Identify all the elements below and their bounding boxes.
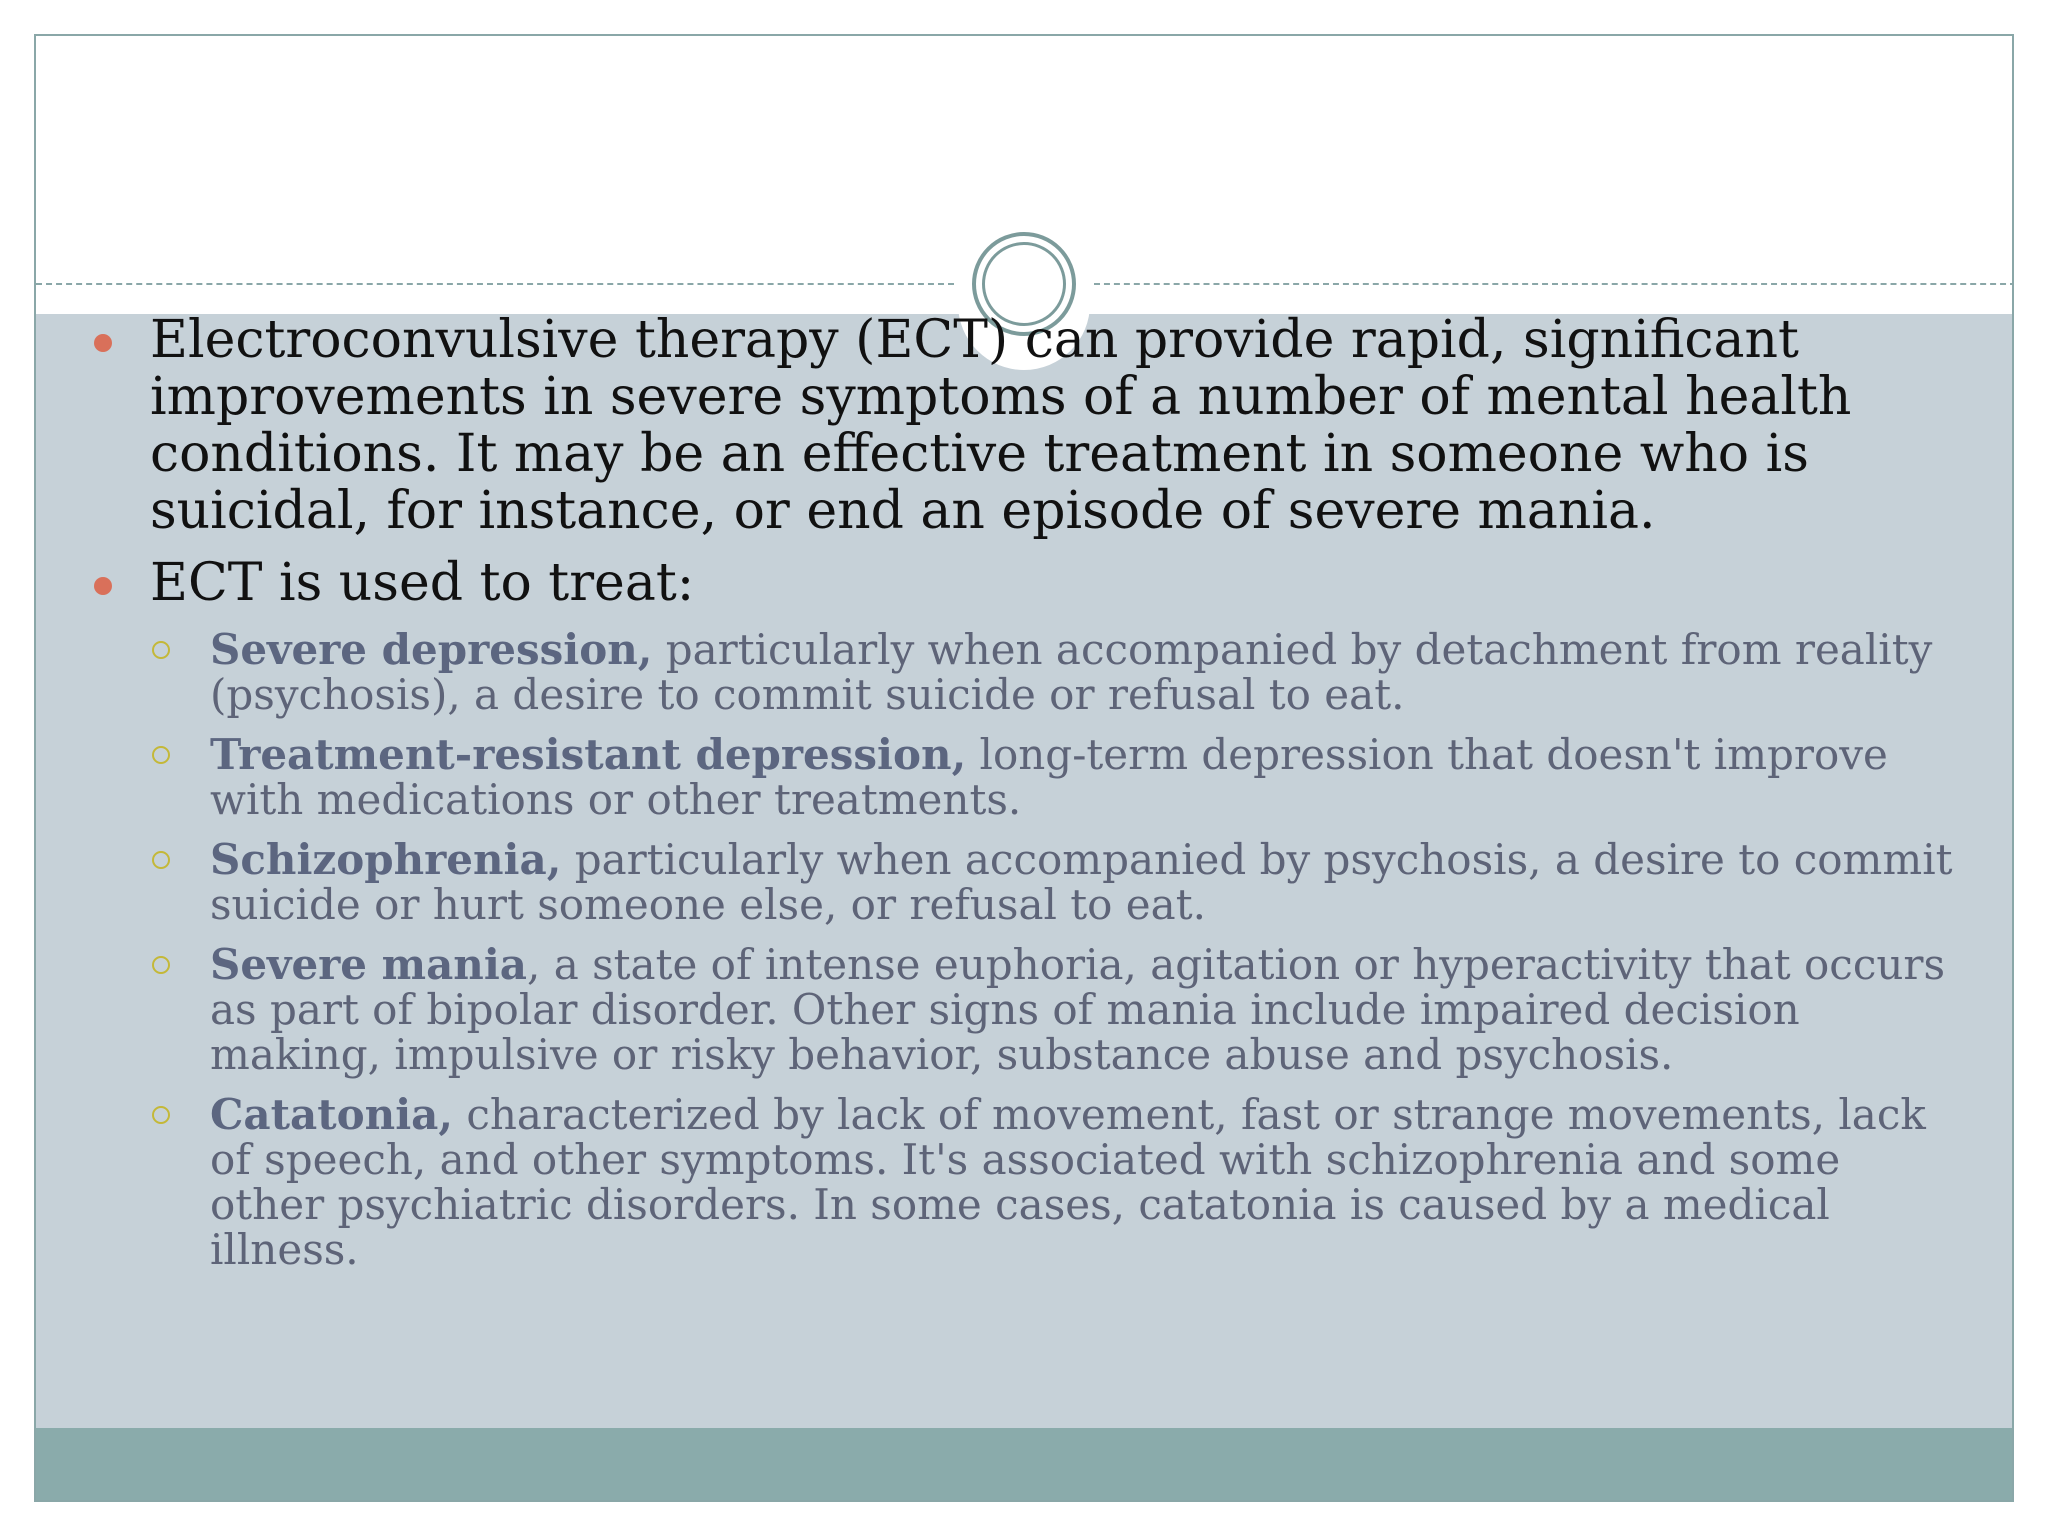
condition-term: Severe mania <box>210 940 528 989</box>
header-divider-right <box>1094 283 2014 285</box>
bullet-dot-icon <box>94 334 112 352</box>
condition-term: Treatment-resistant depression, <box>210 730 967 779</box>
condition-term: Schizophrenia, <box>210 835 562 884</box>
hollow-circle-bullet-icon <box>152 1106 170 1124</box>
hollow-circle-bullet-icon <box>152 851 170 869</box>
slide-body <box>58 312 1958 1287</box>
condition-item-schizophrenia <box>58 837 1958 927</box>
condition-item-severe-mania <box>58 942 1958 1077</box>
condition-description: long-term depression that doesn't improve with medications or other treatments. <box>210 730 1888 824</box>
bullet-dot-icon <box>94 577 112 595</box>
hollow-circle-bullet-icon <box>152 641 170 659</box>
condition-item-severe-depression <box>58 627 1958 717</box>
hollow-circle-bullet-icon <box>152 746 170 764</box>
bullet-item-intro <box>58 312 1958 540</box>
header-divider-left <box>36 283 954 285</box>
condition-description: characterized by lack of movement, fast or strange movements, lack of speech, and other symptoms. It's associated with schizophrenia and some other psychiatric disorders. In some cases, catatonia is caused by a medical illness. <box>210 1090 1926 1274</box>
condition-description: , a state of intense euphoria, agitation or hyperactivity that occurs as part of bipolar disorder. Other signs of mania include impaired decision making, impulsive or risky behavior, substance abuse and psychosis. <box>210 940 1946 1079</box>
condition-item-treatment-resistant-depression <box>58 732 1958 822</box>
condition-term: Severe depression, <box>210 625 653 674</box>
condition-description: particularly when accompanied by detachment from reality (psychosis), a desire to commit suicide or refusal to eat. <box>210 625 1933 719</box>
slide-footer-band <box>36 1428 2012 1500</box>
condition-term: Catatonia, <box>210 1090 453 1139</box>
bullet-text: ECT is used to treat: <box>150 553 695 613</box>
bullet-text: Electroconvulsive therapy (ECT) can provide rapid, significant improvements in severe symptoms of a number of mental health conditions. It may be an effective treatment in someone who is suicidal, for instance, or end an episode of severe mania. <box>150 310 1852 541</box>
condition-description: particularly when accompanied by psychosis, a desire to commit suicide or hurt someone else, or refusal to eat. <box>210 835 1953 929</box>
bullet-item-used-to-treat <box>58 555 1958 612</box>
conditions-list <box>58 627 1958 1272</box>
condition-item-catatonia <box>58 1092 1958 1272</box>
hollow-circle-bullet-icon <box>152 956 170 974</box>
